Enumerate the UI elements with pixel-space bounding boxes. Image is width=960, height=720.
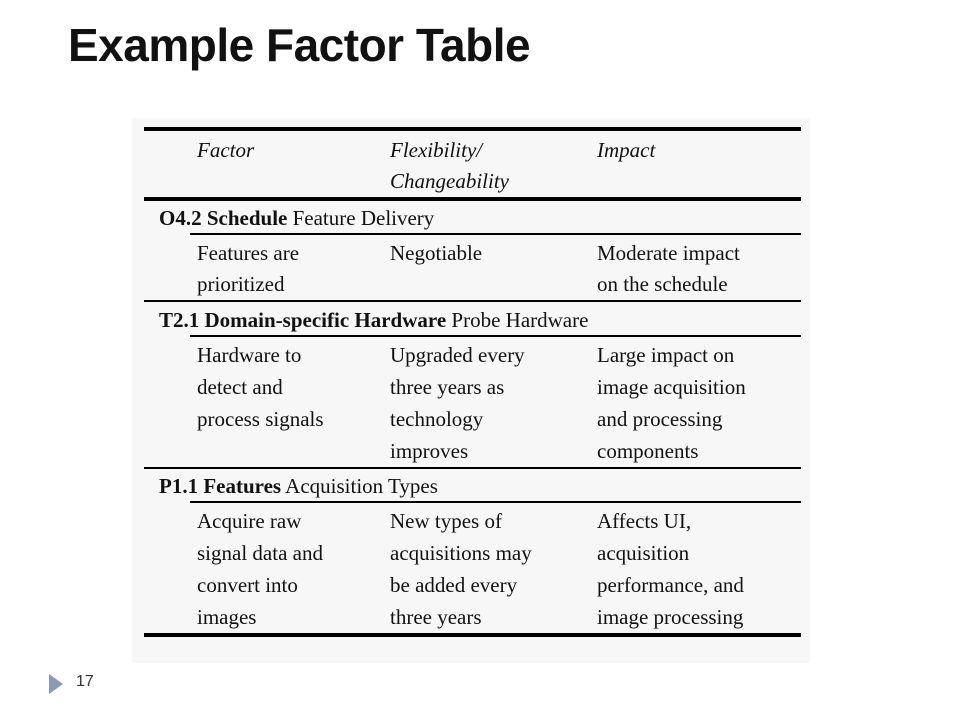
factor-cell-line: Acquire raw [197,509,302,533]
impact-cell-line: image processing [597,605,744,629]
impact-cell-line: on the schedule [597,272,728,296]
flexibility-cell-line: three years as [390,375,505,399]
group-heading [159,202,434,234]
group-name: Feature Delivery [287,206,435,230]
header-factor: Factor [197,138,255,162]
impact-cell-line: Moderate impact [597,241,740,265]
impact-cell-line: components [597,439,699,463]
factor-cell-line: prioritized [197,272,285,296]
group-id: T2.1 Domain-specific Hardware [159,308,447,332]
header-flexibility-line2: Changeability [390,169,509,193]
group-id: O4.2 Schedule [159,206,288,230]
header-impact: Impact [597,138,656,162]
impact-cell-line: Large impact on [597,343,735,367]
factor-cell-line: images [197,605,257,629]
factor-cell-line: convert into [197,573,298,597]
factor-cell-line: detect and [197,375,283,399]
table-bottom-rule [144,633,801,637]
flexibility-cell-line: New types of [390,509,502,533]
factor-cell-line: Features are [197,241,300,265]
factor-cell-line: signal data and [197,541,323,565]
group-divider [144,300,801,302]
group-id: P1.1 Features [159,474,282,498]
slide-bullet-icon [49,674,63,694]
slide-title: Example Factor Table [68,19,531,71]
flexibility-cell-line: Negotiable [390,241,483,265]
group-heading [159,304,588,336]
flexibility-cell-line: technology [390,407,484,431]
group-name: Probe Hardware [446,308,589,332]
factor-cell-line: process signals [197,407,324,431]
impact-cell-line: and processing [597,407,723,431]
group-heading [159,470,438,502]
group-divider [144,467,801,469]
flexibility-cell-line: improves [390,439,469,463]
flexibility-cell-line: three years [390,605,482,629]
table-top-rule [144,127,801,131]
impact-cell-line: acquisition [597,541,690,565]
impact-cell-line: performance, and [597,573,744,597]
impact-cell-line: Affects UI, [597,509,692,533]
page-number: 17 [76,673,94,690]
factor-cell-line: Hardware to [197,343,302,367]
group-name: Acquisition Types [281,474,438,498]
header-flexibility-line1: Flexibility/ [390,138,483,162]
header-bottom-rule [144,197,801,201]
flexibility-cell-line: acquisitions may [390,541,532,565]
flexibility-cell-line: be added every [390,573,518,597]
impact-cell-line: image acquisition [597,375,746,399]
flexibility-cell-line: Upgraded every [390,343,525,367]
